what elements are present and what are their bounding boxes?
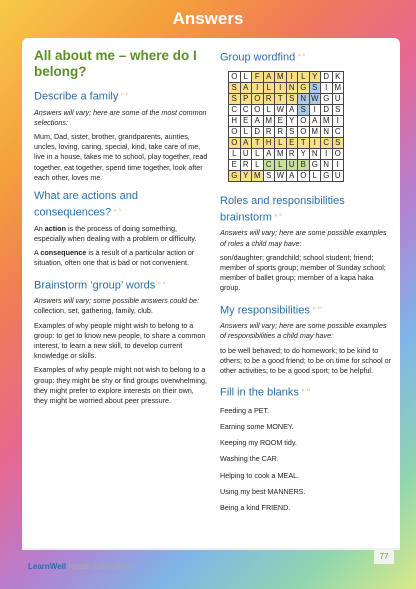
wordfind-cell: U — [240, 148, 252, 159]
wordfind-cell: I — [286, 71, 298, 82]
list-item: Using my best MANNERS. — [220, 486, 306, 496]
wordfind-cell: D — [321, 104, 333, 115]
wordfind-cell: I — [332, 115, 344, 126]
wordfind-cell: Y — [240, 170, 252, 181]
page-ref: p. 3 — [114, 207, 121, 213]
wordfind-cell: E — [229, 159, 241, 170]
wordfind-cell: L — [298, 71, 310, 82]
wordfind-cell: O — [252, 93, 264, 104]
wordfind-cell: A — [286, 104, 298, 115]
wordfind-cell: L — [229, 148, 241, 159]
page-title: Answers — [172, 9, 244, 28]
wordfind-cell: N — [321, 126, 333, 137]
page-ref: p. 5 — [298, 52, 305, 57]
wordfind-cell: M — [321, 115, 333, 126]
section-title-text: Fill in the blanks — [220, 386, 299, 399]
wordfind-cell: D — [321, 71, 333, 82]
section-title-text: Group wordfind — [220, 51, 296, 64]
main-title: All about me – where do I belong? — [34, 48, 197, 79]
brand-subtitle: Health Education — [68, 562, 130, 571]
brand-logo — [28, 562, 129, 571]
wordfind-cell: L — [263, 104, 275, 115]
wordfind-cell: O — [252, 104, 264, 115]
wordfind-cell: T — [252, 137, 264, 148]
wordfind-cell: W — [309, 93, 321, 104]
footer-divider — [22, 548, 400, 550]
wordfind-row — [229, 137, 344, 148]
wordfind-cell: L — [240, 71, 252, 82]
list-item: Keeping my ROOM tidy. — [220, 438, 297, 448]
wordfind-cell: L — [275, 159, 287, 170]
section-title-text: What are actions and consequences? — [34, 190, 138, 219]
wordfind-cell: A — [309, 115, 321, 126]
wordfind-cell: N — [309, 148, 321, 159]
right-column — [220, 38, 392, 513]
page-ref: p. 4 — [158, 279, 165, 285]
section-note — [34, 296, 208, 316]
wordfind-cell: O — [229, 126, 241, 137]
wordfind-cell: C — [240, 104, 252, 115]
wordfind-cell: S — [263, 170, 275, 181]
wordfind-cell: A — [286, 170, 298, 181]
wordfind-cell: O — [298, 126, 310, 137]
section-body: son/daughter; grandchild; school student; friend; member of sports group; member of Sunday school; member of ballet group; member of a kapa haka group. — [220, 252, 386, 293]
wordfind-cell: R — [240, 159, 252, 170]
wordfind-cell: E — [240, 115, 252, 126]
section-body: Examples of why people might wish to belong to a group: to get to know new people, to share a common interest, to learn a new skill, to develop current knowledge or skills. — [34, 320, 206, 361]
wordfind-cell: A — [263, 148, 275, 159]
text: An — [34, 223, 45, 233]
wordfind-cell: C — [229, 104, 241, 115]
wordfind-cell: M — [275, 71, 287, 82]
wordfind-row — [229, 71, 344, 82]
list-item: Feeding a PET. — [220, 405, 270, 415]
wordfind-cell: F — [252, 71, 264, 82]
page-ref: p. 10 — [312, 304, 322, 310]
wordfind-cell: M — [263, 115, 275, 126]
page-ref: p. 2 — [121, 91, 129, 96]
page-ref: p. 11 — [301, 387, 311, 393]
wordfind-cell: N — [321, 159, 333, 170]
list-item: Being a kind FRIEND. — [220, 503, 291, 513]
section-title-text: Roles and responsibilities brainstorm — [220, 194, 345, 224]
list-item: Earning some MONEY. — [220, 422, 294, 432]
wordfind-cell: O — [332, 148, 344, 159]
wordfind-cell: I — [321, 148, 333, 159]
wordfind-cell: O — [298, 170, 310, 181]
wordfind-cell: E — [275, 115, 287, 126]
wordfind-cell: N — [298, 93, 310, 104]
wordfind-cell: W — [275, 170, 287, 181]
wordfind-cell: C — [332, 126, 344, 137]
wordfind-cell: I — [332, 159, 344, 170]
section-title — [220, 195, 392, 225]
wordfind-cell: O — [298, 115, 310, 126]
answers-panel — [22, 38, 400, 548]
wordfind-cell: U — [286, 159, 298, 170]
term: consequence — [40, 248, 87, 258]
wordfind-row — [229, 126, 344, 137]
left-column — [34, 38, 208, 406]
wordfind-cell: Y — [309, 71, 321, 82]
section-body: Examples of why people might not wish to belong to a group: they might be shy or find groups overwhelming, they might prefer to explore interests on their own, they might be worried about peer pressure. — [34, 365, 207, 406]
wordfind-cell: U — [332, 170, 344, 181]
section-title-text: Describe a family — [34, 90, 119, 103]
section-note: Answers will vary; here are some possible examples of roles a child may have: — [220, 228, 387, 248]
wordfind-cell: R — [263, 126, 275, 137]
wordfind-cell: S — [229, 82, 241, 93]
wordfind-cell: Y — [286, 115, 298, 126]
wordfind-cell: U — [332, 93, 344, 104]
page-header — [0, 0, 416, 38]
wordfind-cell: Y — [298, 148, 310, 159]
definition-consequence — [34, 248, 208, 268]
text: is the process of doing something, especially when dealing with a problem or difficulty. — [34, 223, 197, 243]
section-note: Answers will vary; here are some of the most common selections: — [34, 107, 207, 127]
wordfind-cell: C — [321, 137, 333, 148]
section-title — [220, 301, 392, 318]
wordfind-grid — [228, 71, 344, 182]
wordfind-cell: M — [332, 82, 344, 93]
wordfind-cell: W — [275, 104, 287, 115]
section-note: Answers will vary; here are some possible examples of responsibilities a child may have: — [220, 321, 387, 341]
wordfind-cell: H — [229, 115, 241, 126]
wordfind-cell: L — [309, 170, 321, 181]
wordfind-row — [229, 148, 344, 159]
wordfind-cell: L — [240, 126, 252, 137]
wordfind-cell: A — [240, 137, 252, 148]
text: is a result of a particular action or situation, often one that is bad or not convenient. — [34, 248, 195, 268]
wordfind-cell: T — [275, 93, 287, 104]
wordfind-cell: I — [321, 82, 333, 93]
wordfind-cell: S — [286, 93, 298, 104]
wordfind-cell: M — [309, 126, 321, 137]
wordfind-cell: L — [252, 148, 264, 159]
fill-list — [220, 406, 392, 513]
wordfind-cell: A — [240, 82, 252, 93]
wordfind-cell: T — [298, 137, 310, 148]
section-title — [34, 276, 208, 293]
wordfind-cell: L — [252, 159, 264, 170]
wordfind-cell: L — [275, 137, 287, 148]
section-title-text: My responsibilities — [220, 304, 310, 317]
wordfind-cell: I — [309, 104, 321, 115]
wordfind-cell: S — [309, 82, 321, 93]
wordfind-cell: P — [240, 93, 252, 104]
wordfind-cell: M — [252, 170, 264, 181]
wordfind-cell: R — [286, 148, 298, 159]
wordfind-cell: O — [229, 137, 241, 148]
note-italic: Answers will vary; some possible answers could be: — [34, 296, 199, 306]
wordfind-cell: S — [332, 104, 344, 115]
wordfind-cell: G — [309, 159, 321, 170]
wordfind-row — [229, 82, 344, 93]
wordfind-cell: S — [298, 104, 310, 115]
section-title — [34, 190, 208, 220]
wordfind-cell: O — [229, 71, 241, 82]
wordfind-cell: B — [298, 159, 310, 170]
wordfind-cell: D — [252, 126, 264, 137]
section-title — [220, 48, 392, 65]
wordfind-cell: M — [275, 148, 287, 159]
list-item: Helping to cook a MEAL. — [220, 470, 300, 480]
page-number: 77 — [374, 550, 394, 564]
wordfind-cell: S — [286, 126, 298, 137]
wordfind-cell: C — [263, 159, 275, 170]
text: A — [34, 248, 41, 258]
wordfind-cell: K — [332, 71, 344, 82]
wordfind-row — [229, 104, 344, 115]
section-title — [220, 383, 392, 400]
definition-action — [34, 224, 208, 244]
section-title — [34, 87, 208, 104]
wordfind-cell: N — [286, 82, 298, 93]
wordfind-cell: R — [275, 126, 287, 137]
wordfind-cell: A — [263, 71, 275, 82]
wordfind-cell: G — [298, 82, 310, 93]
wordfind-cell: R — [263, 93, 275, 104]
list-item: Washing the CAR. — [220, 454, 279, 464]
wordfind-row — [229, 159, 344, 170]
wordfind-cell: H — [263, 137, 275, 148]
term: action — [44, 223, 66, 233]
wordfind-cell: S — [229, 93, 241, 104]
wordfind-cell: I — [275, 82, 287, 93]
wordfind-cell: E — [286, 137, 298, 148]
brand-name: LearnWell — [28, 562, 67, 571]
wordfind-row — [229, 115, 344, 126]
section-title-text: Brainstorm ‘group’ words — [34, 279, 156, 292]
wordfind-cell: I — [309, 137, 321, 148]
wordfind-row — [229, 93, 344, 104]
section-body: Mum, Dad, sister, brother, grandparents, aunties, uncles, loving, caring, special, kind, take care of me, live in a house, takes me to school, play together, read together, eat together, spend time together, look after each other, loves me. — [34, 132, 208, 182]
wordfind-cell: G — [321, 93, 333, 104]
note-rest: collection, set, gathering, family, club. — [34, 306, 153, 316]
wordfind-cell: A — [252, 115, 264, 126]
wordfind-cell: G — [229, 170, 241, 181]
wordfind-row — [229, 170, 344, 181]
section-body: to be well behaved; to do homework; to be kind to others; to be a good friend; to be on time for school or other activities; to be a good sport; to be helpful. — [220, 345, 392, 375]
wordfind-cell: S — [332, 137, 344, 148]
page-ref: p. 6 — [274, 211, 282, 217]
wordfind-cell: L — [263, 82, 275, 93]
wordfind-cell: G — [321, 170, 333, 181]
wordfind-cell: I — [252, 82, 264, 93]
